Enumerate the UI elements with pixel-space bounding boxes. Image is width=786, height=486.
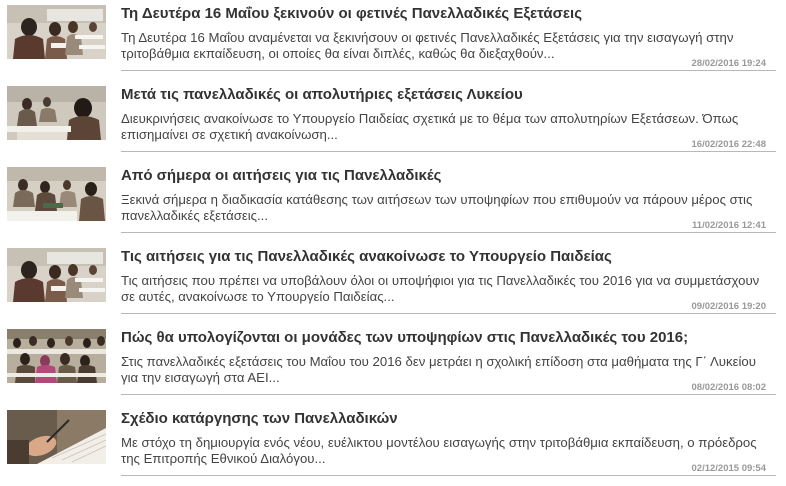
news-thumbnail[interactable] bbox=[7, 329, 106, 383]
news-item bbox=[0, 81, 786, 162]
news-summary: Στις πανελλαδικές εξετάσεις του Μαΐου του 2016 δεν μετράει η σχολική επίδοση στα μαθήματα της Γ΄ Λυκείου για την εισαγωγή στα ΑΕΙ... bbox=[121, 354, 756, 385]
news-title[interactable]: Μετά τις πανελλαδικές οι απολυτήριες εξετάσεις Λυκείου bbox=[121, 86, 523, 103]
students-exam-photo-icon bbox=[7, 5, 106, 59]
news-title[interactable]: Τη Δευτέρα 16 Μαΐου ξεκινούν οι φετινές Πανελλαδικές Εξετάσεις bbox=[121, 5, 582, 22]
news-date: 11/02/2016 12:41 bbox=[692, 220, 766, 231]
students-exam-photo-icon bbox=[7, 248, 106, 302]
divider bbox=[121, 70, 776, 71]
divider bbox=[121, 394, 776, 395]
divider bbox=[121, 151, 776, 152]
news-item bbox=[0, 0, 786, 81]
students-exam-photo-icon bbox=[7, 167, 106, 221]
news-thumbnail[interactable] bbox=[7, 5, 106, 59]
news-item bbox=[0, 324, 786, 405]
news-date: 09/02/2016 19:20 bbox=[691, 301, 766, 312]
news-title[interactable]: Τις αιτήσεις για τις Πανελλαδικές ανακοίνωσε το Υπουργείο Παιδείας bbox=[121, 248, 612, 265]
news-item bbox=[0, 162, 786, 243]
news-thumbnail[interactable] bbox=[7, 86, 106, 140]
news-thumbnail[interactable] bbox=[7, 410, 106, 464]
news-date: 02/12/2015 09:54 bbox=[691, 463, 766, 474]
news-thumbnail[interactable] bbox=[7, 167, 106, 221]
news-summary: Τις αιτήσεις που πρέπει να υποβάλουν όλοι οι υποψήφιοι για τις Πανελλαδικές του 2016 για να συμμετάσχουν σε αυτές, ανακοίνωσε το Υπουργείο Παιδείας... bbox=[121, 273, 760, 304]
news-date: 28/02/2016 19:24 bbox=[691, 58, 766, 69]
news-summary: Διευκρινήσεις ανακοίνωσε το Υπουργείο Παιδείας σχετικά με το θέμα των απολυτηρίων Εξετάσεων. Όπως επισημαίνει σε σχετική ανακοίνωση... bbox=[121, 111, 739, 142]
divider bbox=[121, 313, 776, 314]
news-thumbnail[interactable] bbox=[7, 248, 106, 302]
students-exam-photo-icon bbox=[7, 86, 106, 140]
news-title[interactable]: Από σήμερα οι αιτήσεις για τις Πανελλαδικές bbox=[121, 167, 442, 184]
news-summary: Ξεκινά σήμερα η διαδικασία κατάθεσης των αιτήσεων των υποψηφίων που επιθυμούν να πάρουν μέρος στις πανελλαδικές εξετάσεις... bbox=[121, 192, 753, 223]
news-item bbox=[0, 405, 786, 486]
news-title[interactable]: Πώς θα υπολογίζονται οι μονάδες των υποψηφίων στις Πανελλαδικές του 2016; bbox=[121, 329, 689, 346]
news-date: 08/02/2016 08:02 bbox=[691, 382, 766, 393]
crowded-exam-hall-photo-icon bbox=[7, 329, 106, 383]
divider bbox=[121, 475, 776, 476]
news-title[interactable]: Σχέδιο κατάργησης των Πανελλαδικών bbox=[121, 410, 398, 427]
news-date: 16/02/2016 22:48 bbox=[691, 139, 766, 150]
news-summary: Με στόχο τη δημιουργία ενός νέου, ευέλικτου μοντέλου εισαγωγής στην τριτοβάθμια εκπαίδευση, ο πρόεδρος της Επιτροπής Εθνικού Διαλόγου... bbox=[121, 435, 757, 466]
news-item bbox=[0, 243, 786, 324]
writing-hand-photo-icon bbox=[7, 410, 106, 464]
divider bbox=[121, 232, 776, 233]
news-summary: Τη Δευτέρα 16 Μαΐου αναμένεται να ξεκινήσουν οι φετινές Πανελλαδικές Εξετάσεις για την εισαγωγή στην τριτοβάθμια εκπαίδευση, οι οποίες θα είναι διπλές, καθώς θα διεξαχθούν... bbox=[121, 30, 734, 61]
